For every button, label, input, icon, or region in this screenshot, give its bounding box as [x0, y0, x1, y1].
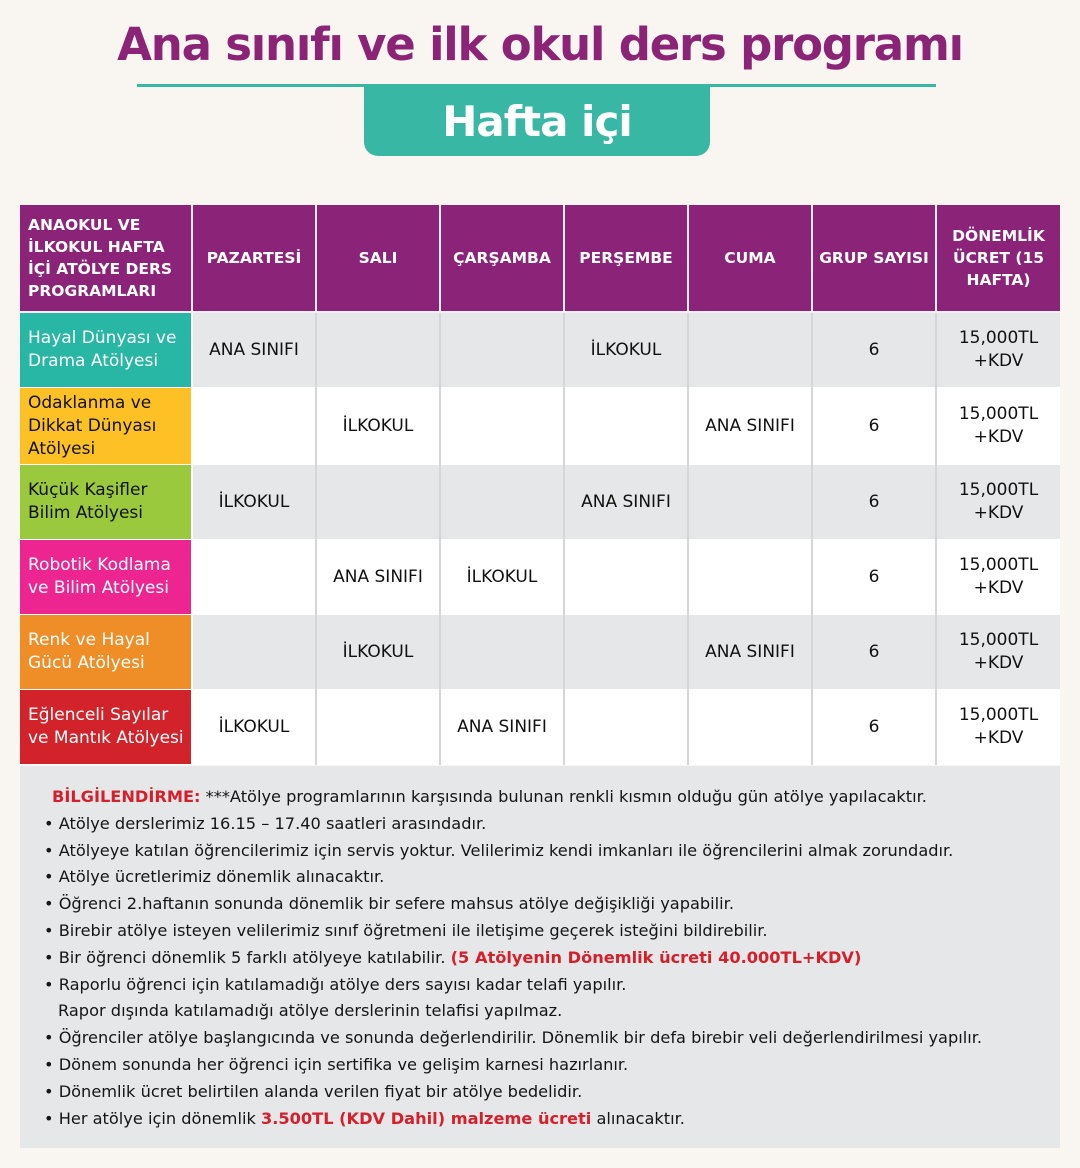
table-row	[20, 540, 1060, 615]
cell-thursday	[564, 388, 688, 465]
workshop-name: Robotik Kodlama ve Bilim Atölyesi	[20, 540, 192, 615]
cell-group-count: 6	[812, 540, 936, 615]
cell-friday: ANA SINIFI	[688, 615, 812, 690]
info-intro: BİLGİLENDİRME: ***Atölye programlarının karşısında bulunan renkli kısmın olduğu gün atölye yapılacaktır.	[52, 787, 927, 806]
cell-group-count: 6	[812, 312, 936, 388]
cell-friday	[688, 465, 812, 540]
col-header-thursday: PERŞEMBE	[564, 205, 688, 312]
cell-group-count: 6	[812, 465, 936, 540]
col-header-workshop: ANAOKUL VE İLKOKUL HAFTA İÇİ ATÖLYE DERS PROGRAMLARI	[20, 205, 192, 312]
workshop-name: Küçük Kaşifler Bilim Atölyesi	[20, 465, 192, 540]
info-bullet: • Birebir atölye isteyen velilerimiz sınıf öğretmeni ile iletişime geçerek isteğini bildirebilir.	[44, 920, 768, 940]
info-bullet: • Öğrenci 2.haftanın sonunda dönemlik bir sefere mahsus atölye değişikliği yapabilir.	[44, 894, 734, 914]
col-header-wednesday: ÇARŞAMBA	[440, 205, 564, 312]
weekday-badge: Hafta içi	[364, 86, 710, 156]
cell-monday	[192, 615, 316, 690]
table-row	[20, 690, 1060, 765]
cell-tuesday	[316, 690, 440, 765]
cell-wednesday: ANA SINIFI	[440, 690, 564, 765]
cell-tuesday	[316, 465, 440, 540]
table-row	[20, 465, 1060, 540]
info-bullet: • Atölye derslerimiz 16.15 – 17.40 saatleri arasındadır.	[44, 813, 487, 833]
cell-group-count: 6	[812, 615, 936, 690]
cell-monday	[192, 540, 316, 615]
cell-monday: İLKOKUL	[192, 690, 316, 765]
cell-tuesday: İLKOKUL	[316, 388, 440, 465]
cell-thursday: İLKOKUL	[564, 312, 688, 388]
cell-wednesday	[440, 312, 564, 388]
cell-wednesday	[440, 465, 564, 540]
cell-term-fee: 15,000TL +KDV	[936, 615, 1060, 690]
cell-tuesday	[316, 312, 440, 388]
info-bullet: • Öğrenciler atölye başlangıcında ve sonunda değerlendirilir. Dönemlik bir defa birebir veli değerlendirilmesi yapılır.	[44, 1028, 983, 1048]
info-bullet: • Bir öğrenci dönemlik 5 farklı atölyeye katılabilir. (5 Atölyenin Dönemlik ücreti 40.000TL+KDV)	[44, 947, 862, 967]
cell-term-fee: 15,000TL +KDV	[936, 540, 1060, 615]
cell-term-fee: 15,000TL +KDV	[936, 465, 1060, 540]
cell-wednesday: İLKOKUL	[440, 540, 564, 615]
cell-thursday: ANA SINIFI	[564, 465, 688, 540]
info-bullet: • Dönemlik ücret belirtilen alanda verilen fiyat bir atölye bedelidir.	[44, 1081, 583, 1101]
col-header-group-count: GRUP SAYISI	[812, 205, 936, 312]
cell-monday: İLKOKUL	[192, 465, 316, 540]
workshop-name: Renk ve Hayal Gücü Atölyesi	[20, 615, 192, 690]
info-bullet: • Dönem sonunda her öğrenci için sertifika ve gelişim karnesi hazırlanır.	[44, 1054, 629, 1074]
schedule-table	[20, 205, 1060, 765]
cell-term-fee: 15,000TL +KDV	[936, 388, 1060, 465]
cell-thursday	[564, 540, 688, 615]
info-bullet-continued: Rapor dışında katılamadığı atölye derslerinin telafisi yapılmaz.	[58, 1001, 563, 1021]
workshop-name: Eğlenceli Sayılar ve Mantık Atölyesi	[20, 690, 192, 765]
cell-friday	[688, 312, 812, 388]
col-header-monday: PAZARTESİ	[192, 205, 316, 312]
five-workshop-fee: (5 Atölyenin Dönemlik ücreti 40.000TL+KDV)	[450, 947, 862, 967]
table-header-row	[20, 205, 1060, 312]
cell-group-count: 6	[812, 388, 936, 465]
cell-monday	[192, 388, 316, 465]
info-bullet: • Her atölye için dönemlik 3.500TL (KDV Dahil) malzeme ücreti alınacaktır.	[44, 1108, 685, 1128]
table-row	[20, 615, 1060, 690]
col-header-term-fee: DÖNEMLİK ÜCRET (15 HAFTA)	[936, 205, 1060, 312]
info-bullet: • Atölyeye katılan öğrencilerimiz için servis yoktur. Velilerimiz kendi imkanları ile öğrencilerini almak zorundadır.	[44, 840, 954, 860]
table-row	[20, 312, 1060, 388]
col-header-tuesday: SALI	[316, 205, 440, 312]
cell-tuesday: ANA SINIFI	[316, 540, 440, 615]
cell-monday: ANA SINIFI	[192, 312, 316, 388]
info-bullet: • Raporlu öğrenci için katılamadığı atölye ders sayısı kadar telafi yapılır.	[44, 974, 627, 994]
page-title: Ana sınıfı ve ilk okul ders programı	[117, 18, 963, 71]
cell-tuesday: İLKOKUL	[316, 615, 440, 690]
cell-thursday	[564, 615, 688, 690]
cell-wednesday	[440, 615, 564, 690]
cell-friday: ANA SINIFI	[688, 388, 812, 465]
info-heading: BİLGİLENDİRME:	[52, 787, 201, 806]
material-fee: 3.500TL (KDV Dahil) malzeme ücreti	[260, 1108, 592, 1128]
workshop-name: Odaklanma ve Dikkat Dünyası Atölyesi	[20, 388, 192, 465]
table-row	[20, 388, 1060, 465]
cell-term-fee: 15,000TL +KDV	[936, 690, 1060, 765]
col-header-friday: CUMA	[688, 205, 812, 312]
cell-friday	[688, 540, 812, 615]
info-panel	[20, 766, 1060, 1148]
cell-friday	[688, 690, 812, 765]
cell-term-fee: 15,000TL +KDV	[936, 312, 1060, 388]
cell-group-count: 6	[812, 690, 936, 765]
info-bullet: • Atölye ücretlerimiz dönemlik alınacaktır.	[44, 867, 385, 887]
cell-thursday	[564, 690, 688, 765]
workshop-name: Hayal Dünyası ve Drama Atölyesi	[20, 312, 192, 388]
cell-wednesday	[440, 388, 564, 465]
